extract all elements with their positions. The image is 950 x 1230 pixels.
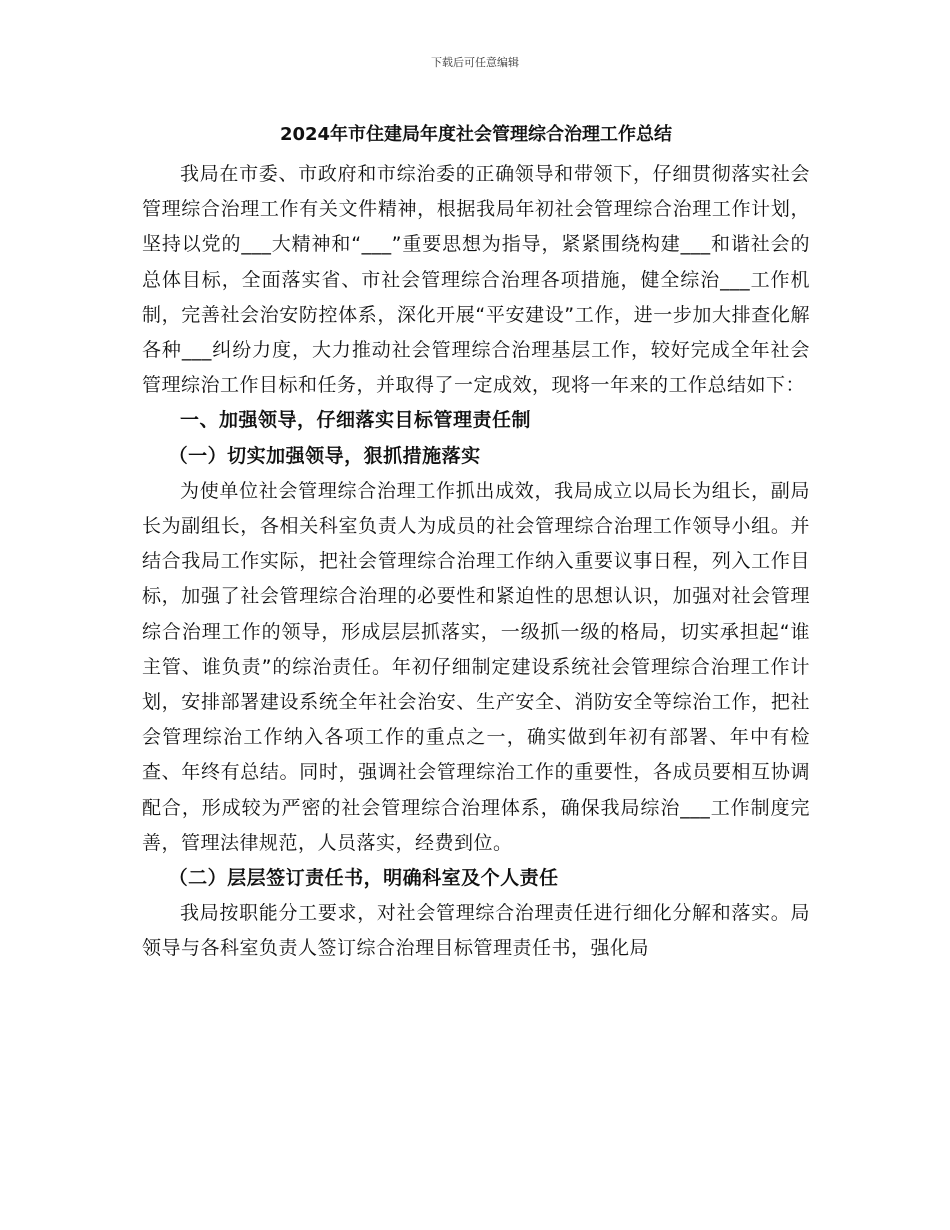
intro-paragraph: 我局在市委、市政府和市综治委的正确领导和带领下，仔细贯彻落实社会管理综合治理工作有关文件精神，根据我局年初社会管理综合治理工作计划，坚持以党的___大精神和“___”重要思想为指导，紧紧围绕构建___和谐社会的总体目标，全面落实省、市社会管理综合治理各项措施，健全综治___工作机制，完善社会治安防控体系，深化开展“平安建设”工作，进一步加大排查化解各种___纠纷力度，大力推动社会管理综合治理基层工作，较好完成全年社会管理综治工作目标和任务，并取得了一定成效，现将一年来的工作总结如下： bbox=[142, 163, 810, 397]
subsection-2-paragraph: 我局按职能分工要求，对社会管理综合治理责任进行细化分解和落实。局领导与各科室负责人签订综合治理目标管理责任书，强化局 bbox=[142, 902, 810, 960]
document-body bbox=[142, 120, 810, 967]
subsection-2-heading: （二）层层签订责任书，明确科室及个人责任 bbox=[168, 867, 559, 890]
section-1-heading: 一、加强领导，仔细落实目标管理责任制 bbox=[180, 409, 532, 432]
document-title: 2024年市住建局年度社会管理综合治理工作总结 bbox=[279, 124, 673, 145]
subsection-1-paragraph: 为使单位社会管理综合治理工作抓出成效，我局成立以局长为组长，副局长为副组长，各相关科室负责人为成员的社会管理综合治理工作领导小组。并结合我局工作实际，把社会管理综合治理工作纳入重要议事日程，列入工作目标，加强了社会管理综合治理的必要性和紧迫性的思想认识，加强对社会管理综合治理工作的领导，形成层层抓落实，一级抓一级的格局，切实承担起“谁主管、谁负责”的综治责任。年初仔细制定建设系统社会管理综合治理工作计划，安排部署建设系统全年社会治安、生产安全、消防安全等综治工作，把社会管理综治工作纳入各项工作的重点之一，确实做到年初有部署、年中有检查、年终有总结。同时，强调社会管理综治工作的重要性，各成员要相互协调配合，形成较为严密的社会管理综合治理体系，确保我局综治___工作制度完善，管理法律规范，人员落实，经费到位。 bbox=[142, 479, 810, 854]
page-header-note: 下载后可任意编辑 bbox=[431, 56, 519, 69]
subsection-1-heading: （一）切实加强领导，狠抓措施落实 bbox=[168, 444, 481, 467]
